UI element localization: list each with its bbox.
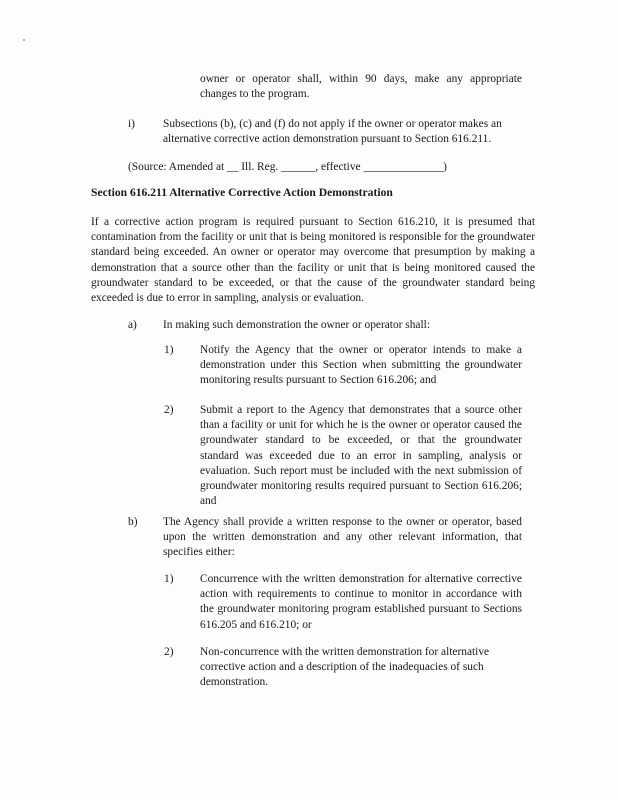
continuation-text: owner or operator shall, within 90 days, make any appropriate changes to the program. [200, 73, 522, 101]
source-note: (Source: Amended at __ Ill. Reg. ______, effective ______________) [128, 161, 447, 173]
item-b2-text: Non-concurrence with the written demonstration for alternative corrective action and a description of the inadequacies of such demonstration. [200, 646, 490, 689]
intro-paragraph: If a corrective action program is required pursuant to Section 616.210, it is presumed that contamination from the facility or unit that is being monitored is responsible for the groundwater standard being exceeded. An owner or operator may overcome that presumption by making a demonstration that a source other than the facility or unit that is being monitored caused the groundwater standard to be exceeded, or that the cause of the groundwater standard being exceeded is due to error in sampling, analysis or evaluation. [91, 216, 535, 305]
item-a1-text: Notify the Agency that the owner or operator intends to make a demonstration under this Section when submitting the groundwater monitoring results pursuant to Section 616.206; and [200, 344, 522, 387]
section-heading: Section 616.211 Alternative Corrective Action Demonstration [91, 186, 393, 199]
item-b2-marker: 2) [164, 646, 174, 658]
item-a1-marker: 1) [164, 344, 174, 356]
item-b1-marker: 1) [164, 573, 174, 585]
item-i-marker: i) [128, 118, 135, 130]
item-a2-text: Submit a report to the Agency that demonstrates that a source other than a facility or unit for which he is the owner or operator caused the groundwater standard to be exceeded, or that the groundwater standard was exceeded due to an error in sampling, analysis or evaluation. Such report must be included with the next submission of groundwater monitoring results required pursuant to Section 616.206; and [200, 404, 522, 508]
item-b1-text: Concurrence with the written demonstration for alternative corrective action with requirements to continue to monitor in accordance with the groundwater monitoring program established pursuant to Sections 616.205 and 616.210; or [200, 573, 522, 631]
item-i-text: Subsections (b), (c) and (f) do not apply if the owner or operator makes an alternative corrective action demonstration pursuant to Section 616.211. [163, 118, 502, 146]
item-b-text: The Agency shall provide a written response to the owner or operator, based upon the written demonstration and any other relevant information, that specifies either: [163, 516, 522, 559]
scan-speck [23, 39, 25, 41]
item-a2-marker: 2) [164, 404, 174, 416]
item-a-marker: a) [128, 319, 137, 331]
item-b-marker: b) [128, 516, 138, 528]
item-a-text: In making such demonstration the owner or operator shall: [163, 319, 430, 331]
